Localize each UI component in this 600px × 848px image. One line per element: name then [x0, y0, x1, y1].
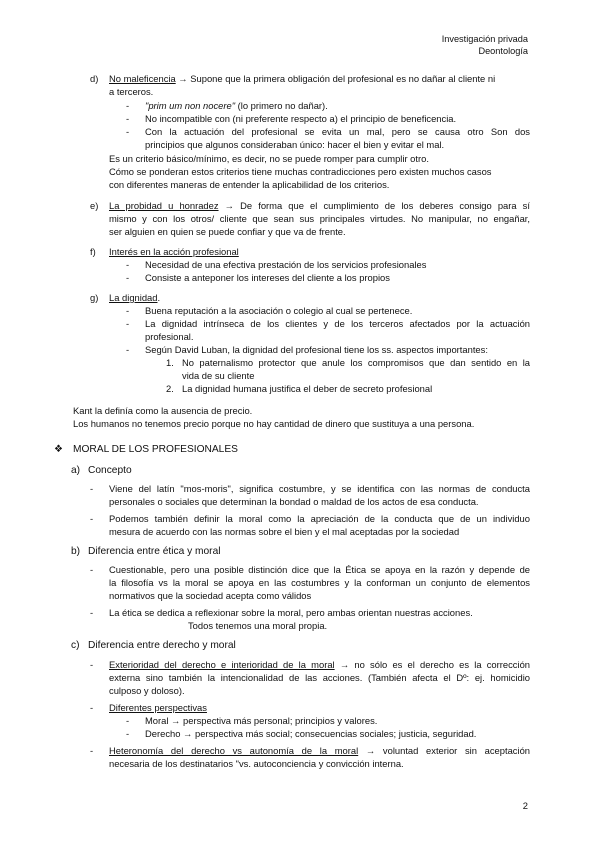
item-d-para-3: con diferentes maneras de entender la aplicabilidad de los criterios. — [109, 179, 390, 190]
diamond-bullet-icon: ❖ — [54, 444, 64, 455]
item-f-title: Interés en la acción profesional — [109, 246, 239, 257]
subsection-c-bullet-1-title: Exterioridad del derecho e interioridad de la moral — [109, 659, 335, 670]
dash: - — [90, 659, 94, 670]
item-d-bullet-3-line1: Con la actuación del profesional se evita un mal, pero se causa otro Son dos — [145, 126, 530, 137]
item-d-bullet-1-text: (lo primero no dañar). — [235, 100, 328, 111]
item-g-numbered-2: La dignidad humana justifica el deber de secreto profesional — [182, 383, 433, 394]
dash: - — [126, 344, 130, 355]
dash: - — [126, 715, 130, 726]
item-g-title: La dignidad — [109, 292, 158, 303]
item-d-para-2: Cómo se ponderan estos criterios tiene muchas contradicciones pero existen muchos casos — [109, 166, 492, 177]
item-d-bullet-1 — [145, 100, 328, 112]
dash: - — [90, 607, 94, 618]
subsection-a-bullet-2-line2: mesura de acuerdo con las normas sobre el bien y el mal aceptadas por la sociedad — [109, 526, 460, 537]
kant-line-1: Kant la definía como la ausencia de precio. — [73, 405, 253, 416]
header-line-1: Investigación privada — [441, 34, 528, 44]
dash: - — [126, 126, 130, 137]
subsection-c-bullet-1-line3: culposo y doloso). — [109, 685, 185, 696]
item-d-text: → Supone que la primera obligación del profesional es no dañar al cliente ni — [175, 73, 496, 84]
item-g-bullet-2-line1: La dignidad intrínseca de los clientes y de los terceros afectados por la actuación — [145, 318, 530, 329]
subsection-b-title: Diferencia entre ética y moral — [88, 546, 221, 557]
item-e-marker: e) — [90, 200, 99, 211]
item-d-para-1: Es un criterio básico/mínimo, es decir, no se puede romper para cumplir otro. — [109, 153, 429, 164]
page-number: 2 — [522, 800, 528, 811]
subsection-a-bullet-1-line1: Viene del latín "mos-moris", significa costumbre, y se identifica con las normas de conducta — [109, 483, 530, 494]
dash: - — [126, 318, 130, 329]
item-g-bullet-1: Buena reputación a la asociación o colegio al cual se pertenece. — [145, 305, 413, 316]
subsection-c-marker: c) — [71, 640, 80, 651]
item-g-numbered-1-line1: No paternalismo protector que anule los compromisos que dan sentido en la — [182, 357, 530, 368]
item-g-heading — [109, 292, 160, 304]
subsection-c-sub-1: Moral → perspectiva más personal; principios y valores. — [145, 715, 378, 726]
item-e-title: La probidad u honradez — [109, 200, 219, 211]
item-e-heading — [109, 200, 530, 212]
dash: - — [90, 702, 94, 713]
dash: - — [90, 513, 94, 524]
subsection-b-bullet-1-line2: la filosofía vs la moral se apoya en las costumbres y la conforman un conjunto de elementos — [109, 577, 530, 588]
item-d-bullet-3-line2: principios que algunos consideraban único: hacer el bien y evitar el mal. — [145, 139, 445, 150]
header-line-2: Deontología — [478, 46, 528, 56]
item-f-bullet-2: Consiste a anteponer los intereses del cliente a los propios — [145, 272, 390, 283]
item-f-bullet-1: Necesidad de una efectiva prestación de los servicios profesionales — [145, 259, 427, 270]
dash: - — [126, 259, 130, 270]
subsection-b-marker: b) — [71, 546, 81, 557]
item-g-bullet-2-line2: profesional. — [145, 331, 194, 342]
subsection-a-bullet-2-line1: Podemos también definir la moral como la apreciación de la conducta que de un individuo — [109, 513, 530, 524]
dash: - — [126, 113, 130, 124]
subsection-c-bullet-1-line2: externa sino también la intencionalidad de las acciones. (También afecta el Dº: ej. homicidio — [109, 672, 530, 683]
dash: - — [126, 305, 130, 316]
item-d-heading — [109, 73, 495, 85]
subsection-a-marker: a) — [71, 465, 81, 476]
item-e-text: → De forma que el cumplimiento de los deberes consigo para sí — [218, 200, 530, 211]
item-d-title: No maleficencia — [109, 73, 176, 84]
subsection-b-bullet-1-line3: normativos que la sociedad acepta como válidos — [109, 590, 312, 601]
section-title: MORAL DE LOS PROFESIONALES — [73, 444, 238, 455]
subsection-c-title: Diferencia entre derecho y moral — [88, 640, 236, 651]
page-header — [442, 33, 528, 57]
num-marker-1: 1. — [166, 357, 174, 368]
subsection-c-bullet-1-line1 — [109, 659, 530, 671]
dash: - — [90, 745, 94, 756]
subsection-c-bullet-3-line1 — [109, 745, 530, 757]
subsection-c-sub-2: Derecho → perspectiva más social; consecuencias sociales; justicia, seguridad. — [145, 728, 477, 739]
dash: - — [126, 728, 130, 739]
num-marker-2: 2. — [166, 383, 174, 394]
item-g-bullet-3: Según David Luban, la dignidad del profesional tiene los ss. aspectos importantes: — [145, 344, 488, 355]
item-e-line2: mismo y con los otros/ cliente que sean sus principales virtudes. No manipular, no engañar, — [109, 213, 530, 224]
kant-line-2: Los humanos no tenemos precio porque no hay cantidad de dinero que sustituya a una persona. — [73, 418, 475, 429]
item-g-title-suffix: . — [157, 292, 161, 303]
item-g-marker: g) — [90, 292, 99, 303]
dash: - — [90, 564, 94, 575]
subsection-c-bullet-3-title: Heteronomía del derecho vs autonomía de la moral — [109, 745, 359, 756]
subsection-b-bullet-1-line1: Cuestionable, pero una posible distinción dice que la Ética se apoya en la razón y depende de — [109, 564, 530, 575]
item-d-line2: a terceros. — [109, 86, 154, 97]
subsection-a-title: Concepto — [88, 465, 132, 476]
subsection-a-bullet-1-line2: personales o sociales que determinan la bondad o maldad de los actos de esa conducta. — [109, 496, 479, 507]
subsection-c-bullet-3-text: → voluntad exterior sin aceptación — [358, 745, 530, 756]
item-d-marker: d) — [90, 73, 99, 84]
dash: - — [126, 272, 130, 283]
latin-phrase: "prim um non nocere" — [145, 100, 236, 111]
dash: - — [90, 483, 94, 494]
item-e-line3: ser alguien en quien se puede confiar y que va de frente. — [109, 226, 346, 237]
subsection-c-bullet-3-line2: necesaria de los destinatarios "vs. autoconciencia y convicción interna. — [109, 758, 404, 769]
subsection-b-bullet-2: La ética se dedica a reflexionar sobre la moral, pero ambas orientan nuestras acciones. — [109, 607, 473, 618]
subsection-c-bullet-1-text: → no sólo es el derecho es la corrección — [334, 659, 530, 670]
item-d-bullet-2: No incompatible con (ni preferente respecto a) el principio de beneficencia. — [145, 113, 457, 124]
subsection-b-centered-line: Todos tenemos una moral propia. — [188, 620, 328, 631]
subsection-c-bullet-2-title: Diferentes perspectivas — [109, 702, 207, 713]
dash: - — [126, 100, 130, 111]
item-g-numbered-1-line2: vida de su cliente — [182, 370, 255, 381]
item-f-marker: f) — [90, 246, 96, 257]
